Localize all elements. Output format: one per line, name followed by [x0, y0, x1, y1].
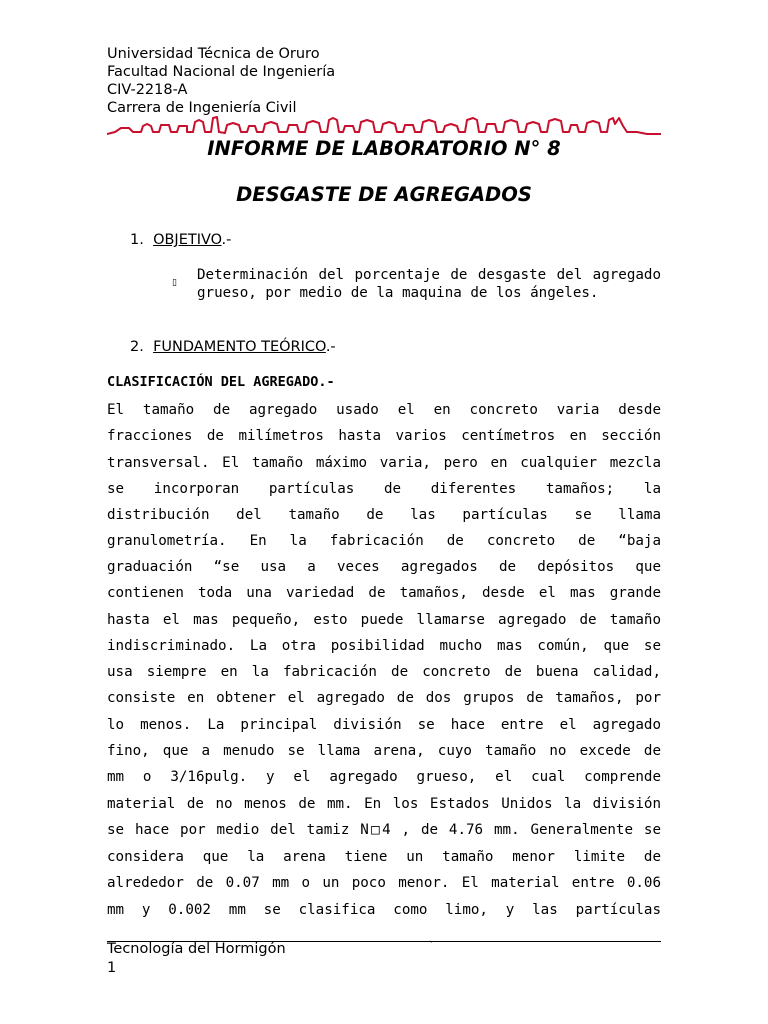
section-suffix: .- [325, 339, 336, 355]
section-label: FUNDAMENTO TEÓRICO [153, 339, 326, 355]
body-line: alrededor de 0.07 mm o un poco menor. El material entre 0.06 [107, 875, 661, 891]
footer-tick: ` [429, 941, 434, 951]
banner-line [415, 118, 519, 132]
body-line: consiste en obtener el agregado de dos grupos de tamaños, por [107, 690, 661, 706]
body-line: lo menos. La principal división se hace entre el agregado [107, 717, 661, 733]
objective-text: Determinación del porcentaje de desgaste del agregado grueso, por medio de la maquina de los ángeles. [197, 267, 661, 301]
banner-line [519, 118, 661, 134]
section-objective-heading [130, 232, 231, 248]
body-line: fino, que a menudo se llama arena, cuyo tamaño no excede de [107, 743, 661, 759]
faculty-name: Facultad Nacional de Ingeniería [107, 64, 336, 80]
section-number: 1. [130, 232, 144, 248]
body-line: indiscriminado. La otra posibilidad mucho mas común, que se [107, 638, 661, 654]
banner-line [107, 117, 219, 134]
body-line: hasta el mas pequeño, esto puede llamarse agregado de tamaño [107, 612, 661, 628]
body-line: fracciones de milímetros hasta varios centímetros en sección [107, 428, 661, 444]
skyline-banner [107, 112, 661, 140]
bullet-icon: ▯ [172, 278, 177, 288]
section-label: OBJETIVO [153, 232, 222, 248]
body-line: transversal. El tamaño máximo varia, pero en cualquier mezcla [107, 455, 661, 471]
body-line: mm o 3/16pulg. y el agregado grueso, el cual comprende [107, 769, 661, 785]
body-line: graduación “se usa a veces agregados de depósitos que [107, 559, 661, 575]
career-name: Carrera de Ingeniería Civil [107, 100, 297, 116]
body-line: considera que la arena tiene un tamaño menor limite de [107, 849, 661, 865]
banner-line [321, 118, 415, 132]
section-suffix: .- [221, 232, 232, 248]
body-line: distribución del tamaño de las partículas se llama [107, 507, 661, 523]
banner-line [219, 121, 321, 133]
university-name: Universidad Técnica de Oruro [107, 46, 320, 62]
body-line: contienen toda una variedad de tamaños, desde el mas grande [107, 585, 661, 601]
body-line: mm y 0.002 mm se clasifica como limo, y las partículas [107, 902, 661, 918]
body-line: se incorporan partículas de diferentes tamaños; la [107, 481, 661, 497]
report-title: INFORME DE LABORATORIO N° 8 [207, 137, 561, 160]
course-code: CIV-2218-A [107, 82, 188, 98]
body-line: material de no menos de mm. En los Estados Unidos la división [107, 796, 661, 812]
body-line: se hace por medio del tamiz N□4 , de 4.76 mm. Generalmente se [107, 822, 661, 838]
body-line: granulometría. En la fabricación de concreto de “baja [107, 533, 661, 549]
section-number: 2. [130, 339, 144, 355]
body-line: usa siempre en la fabricación de concreto de buena calidad, [107, 664, 661, 680]
footer-subject: Tecnología del Hormigón [107, 941, 286, 957]
page-number: 1 [107, 960, 117, 976]
subject-title: DESGASTE DE AGREGADOS [236, 183, 532, 206]
body-line: El tamaño de agregado usado el en concreto varia desde [107, 402, 661, 418]
section-theory-heading [130, 339, 336, 355]
classification-heading: CLASIFICACIÓN DEL AGREGADO.- [107, 374, 335, 390]
